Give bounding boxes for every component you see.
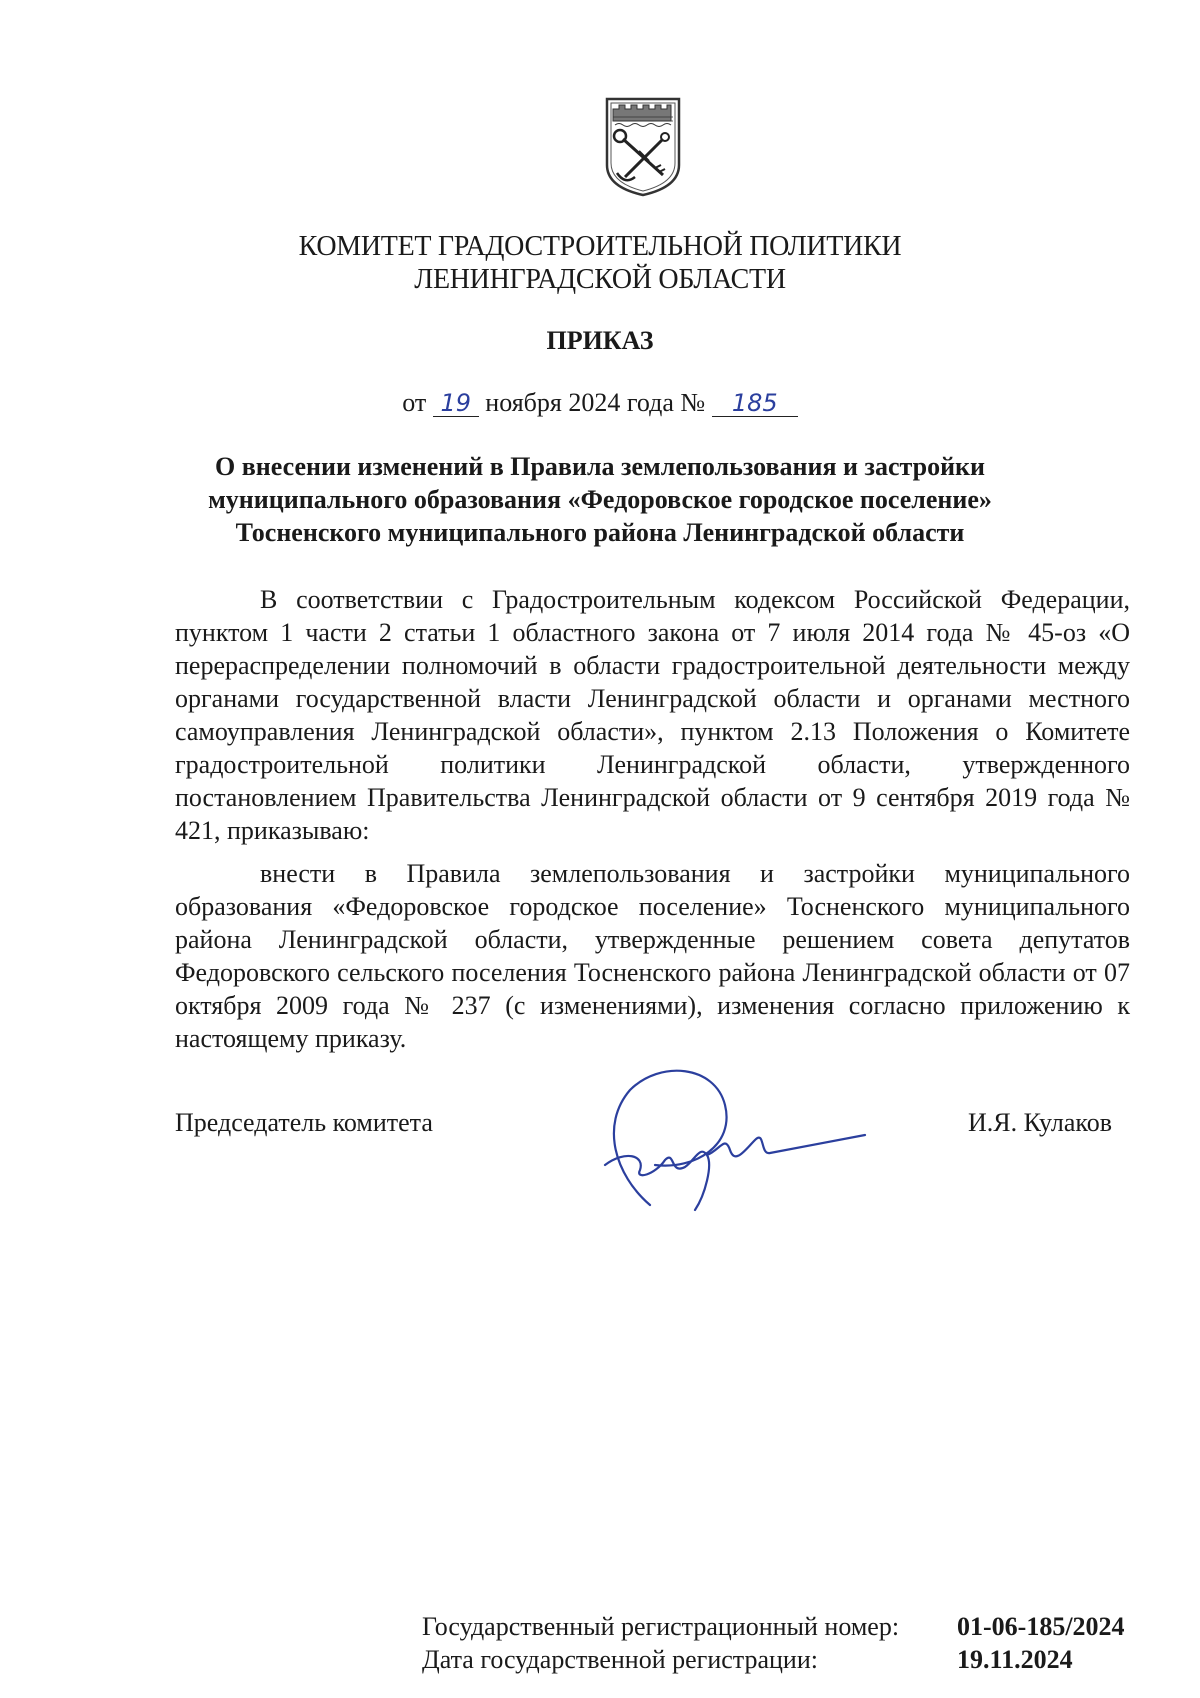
body-paragraph-order: внести в Правила землепользования и застройки муниципального образования «Федоровское городское поселение» Тосненского муниципального района Ленинградской области, утвержденные решением совета депутатов Федоровского сельского поселения Тосненского района Ленинградской области от 07 октября 2009 года № 237 (с изменениями), изменения согласно приложению к настоящему приказу. [175,859,1130,1053]
handwritten-signature [595,1055,875,1215]
registration-number-label: Государственный регистрационный номер: [422,1612,900,1641]
registration-date-row [422,1645,1073,1675]
date-number-line [0,388,1200,418]
organization-name-line1: КОМИТЕТ ГРАДОСТРОИТЕЛЬНОЙ ПОЛИТИКИ [298,231,902,262]
organization-name-line2: ЛЕНИНГРАДСКОЙ ОБЛАСТИ [414,264,786,295]
body-paragraph-legal-basis: В соответствии с Градостроительным кодексом Российской Федерации, пунктом 1 части 2 статьи 1 областного закона от 7 июля 2014 года № 45-оз «О перераспределении полномочий в области градостроительной деятельности между органами государственной власти Ленинградской области и органами местного самоуправления Ленинградской области», пунктом 2.13 Положения о Комитете градостроительной политики Ленинградской области, утвержденного постановлением Правительства Ленинградской области от 9 сентября 2019 года № 421, приказываю: [175,585,1130,845]
registration-number-row [422,1612,1125,1642]
document-type: ПРИКАЗ [546,326,654,355]
date-prefix: от [402,388,427,417]
date-middle: ноября 2024 года № [485,388,706,417]
registration-number-value: 01-06-185/2024 [957,1612,1125,1641]
signatory-name: И.Я. Кулаков [968,1108,1112,1137]
order-title: О внесении изменений в Правила землепользования и застройки муниципального образования «Федоровское городское поселение» Тосненского муниципального района Ленинградской области [208,452,992,547]
coat-of-arms-icon [603,95,683,197]
order-day-handwritten: 19 [433,390,479,417]
order-number-handwritten: 185 [712,390,798,417]
registration-date-value: 19.11.2024 [957,1645,1073,1674]
registration-date-label: Дата государственной регистрации: [422,1645,818,1674]
signatory-role: Председатель комитета [175,1108,433,1137]
